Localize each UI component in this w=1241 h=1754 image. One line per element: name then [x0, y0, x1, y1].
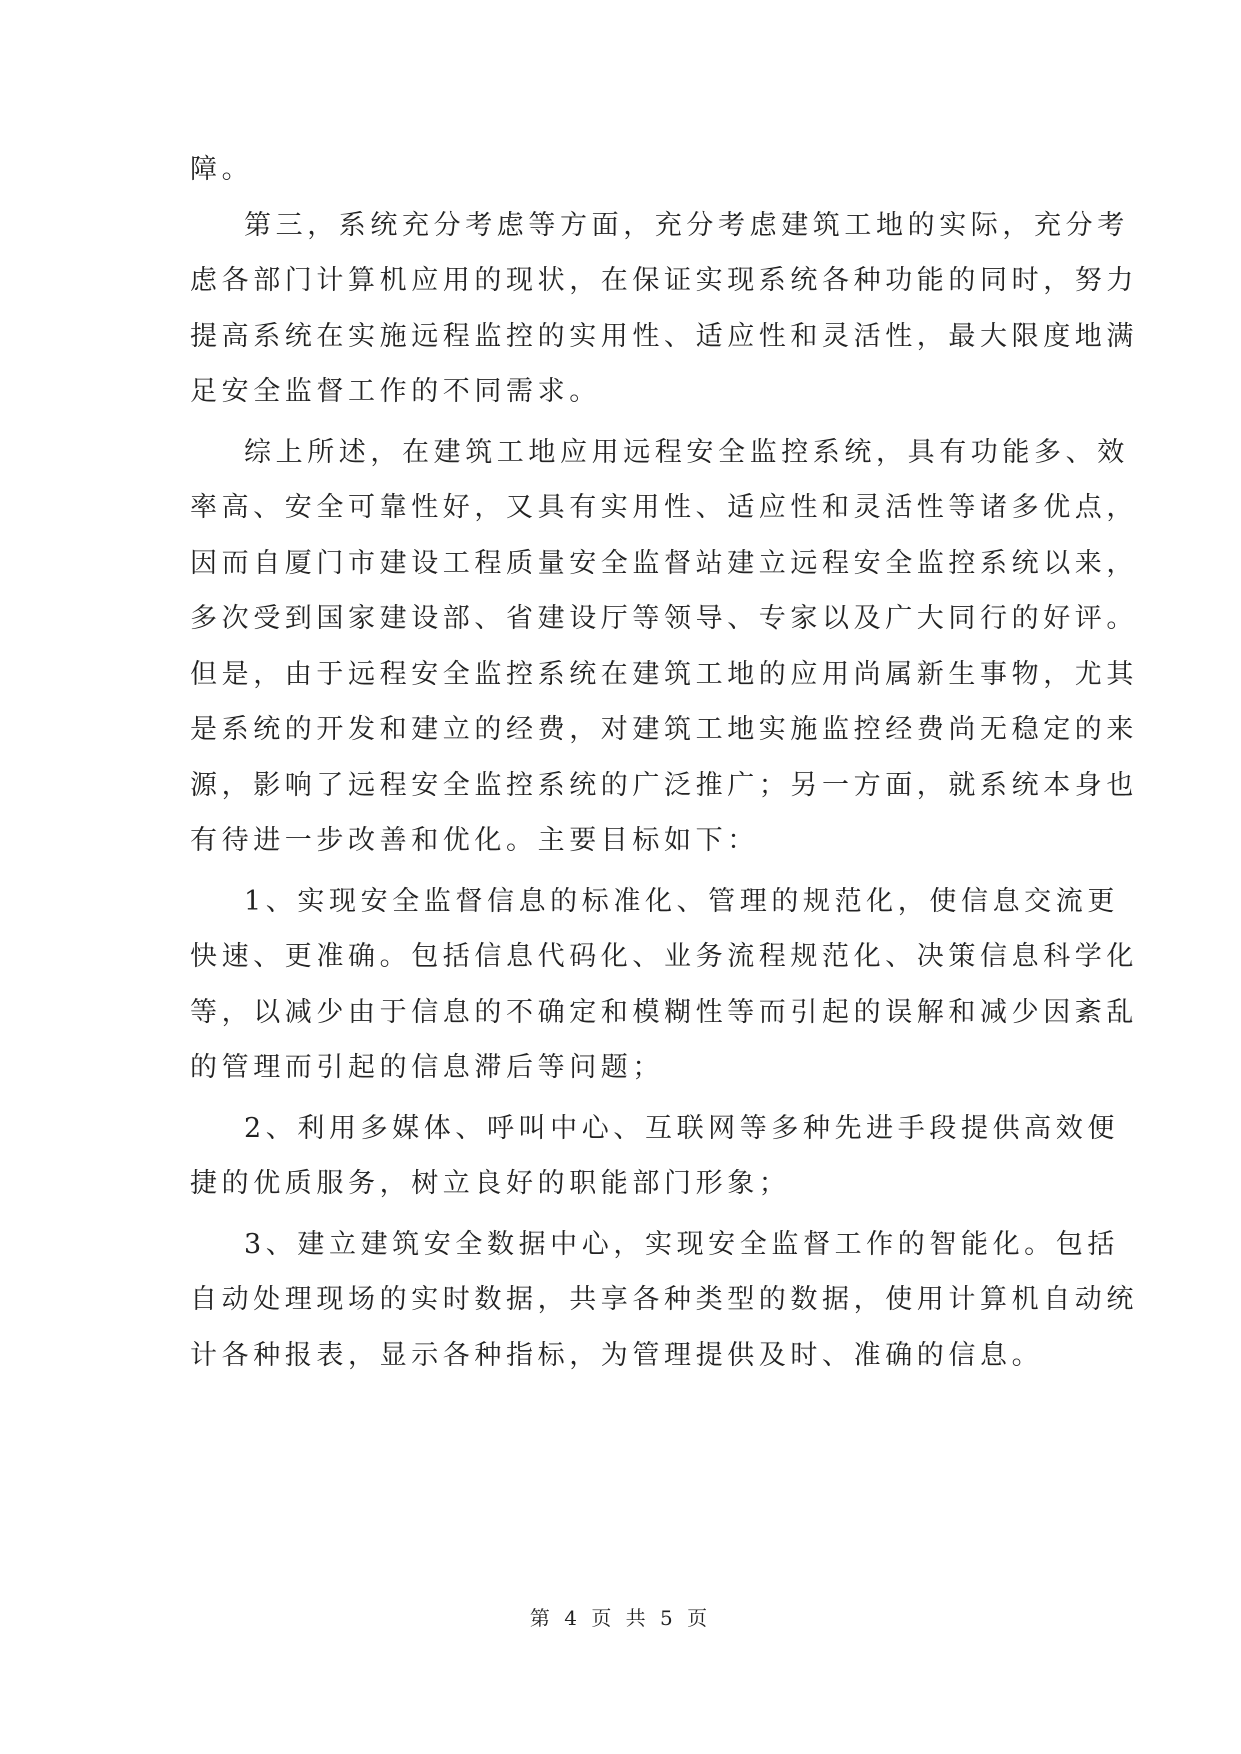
text-line: 有待进一步改善和优化。主要目标如下：: [190, 825, 759, 856]
text-line: 捷的优质服务，树立良好的职能部门形象；: [190, 1168, 791, 1199]
text-line: 自动处理现场的实时数据，共享各种类型的数据，使用计算机自动统: [190, 1284, 1138, 1315]
text-line: 率高、安全可靠性好，又具有实用性、适应性和灵活性等诸多优点，: [190, 492, 1138, 523]
paragraph-first-line: 2、利用多媒体、呼叫中心、互联网等多种先进手段提供高效便: [244, 1113, 1119, 1144]
page-number-footer: 第 4 页 共 5 页: [529, 1606, 712, 1630]
text-line: 的管理而引起的信息滞后等问题；: [190, 1052, 664, 1083]
text-line: 足安全监督工作的不同需求。: [190, 376, 601, 407]
text-line: 等，以减少由于信息的不确定和模糊性等而引起的误解和减少因紊乱: [190, 997, 1138, 1028]
text-line: 因而自厦门市建设工程质量安全监督站建立远程安全监控系统以来，: [190, 548, 1138, 579]
paragraph-first-line: 1、实现安全监督信息的标准化、管理的规范化，使信息交流更: [244, 886, 1119, 917]
paragraph-first-line: 3、建立建筑安全数据中心，实现安全监督工作的智能化。包括: [244, 1229, 1119, 1260]
paragraph-first-line: 第三，系统充分考虑等方面，充分考虑建筑工地的实际，充分考: [244, 210, 1129, 241]
text-line: 障。: [190, 154, 254, 185]
text-line: 虑各部门计算机应用的现状，在保证实现系统各种功能的同时，努力: [190, 265, 1138, 296]
text-line: 快速、更准确。包括信息代码化、业务流程规范化、决策信息科学化: [190, 941, 1138, 972]
text-line: 计各种报表，显示各种指标，为管理提供及时、准确的信息。: [190, 1340, 1044, 1371]
text-line: 源，影响了远程安全监控系统的广泛推广；另一方面，就系统本身也: [190, 770, 1138, 801]
text-line: 多次受到国家建设部、省建设厅等领导、专家以及广大同行的好评。: [190, 603, 1138, 634]
text-line: 但是，由于远程安全监控系统在建筑工地的应用尚属新生事物，尤其: [190, 659, 1138, 690]
text-line: 是系统的开发和建立的经费，对建筑工地实施监控经费尚无稳定的来: [190, 714, 1138, 745]
paragraph-first-line: 综上所述，在建筑工地应用远程安全监控系统，具有功能多、效: [244, 437, 1129, 468]
text-line: 提高系统在实施远程监控的实用性、适应性和灵活性，最大限度地满: [190, 321, 1138, 352]
